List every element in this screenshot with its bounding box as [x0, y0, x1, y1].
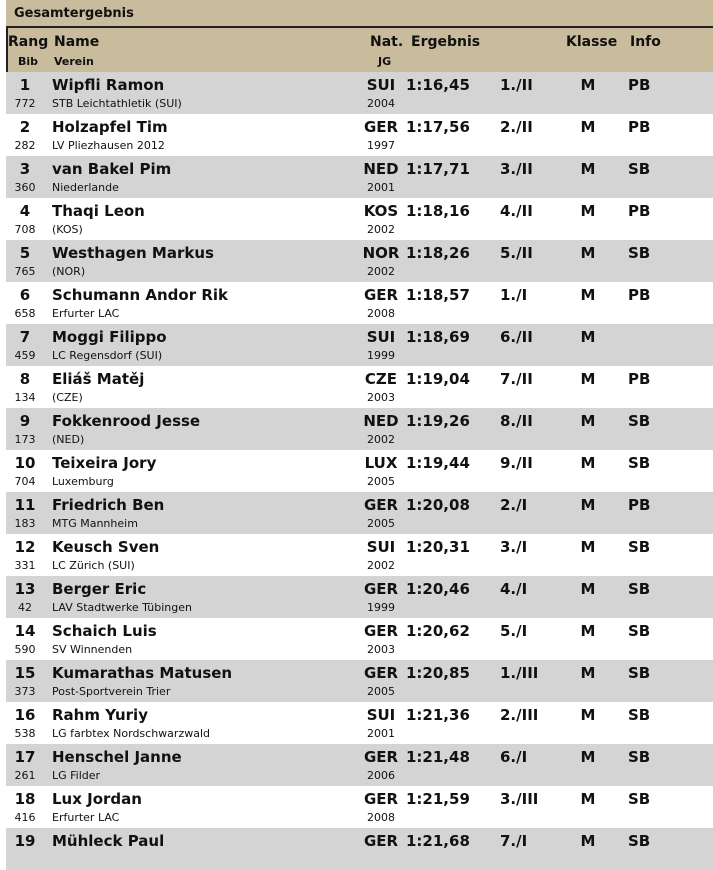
class-cell: M	[580, 790, 596, 808]
club-name: LC Regensdorf (SUI)	[52, 349, 163, 362]
class-cell: M	[580, 118, 596, 136]
birth-year-cell: 2002	[367, 223, 395, 236]
birth-year-cell: 2005	[367, 685, 395, 698]
bib-cell: 765	[14, 265, 36, 278]
rank-cell: 5	[19, 244, 31, 262]
heat-placement: 4./I	[500, 580, 528, 598]
class-cell: M	[580, 328, 596, 346]
bib-cell: 704	[14, 475, 36, 488]
bib-cell: 459	[14, 349, 36, 362]
club-name: LC Zürich (SUI)	[52, 559, 135, 572]
heat-placement: 8./II	[500, 412, 533, 430]
table-row	[6, 786, 713, 828]
bib-cell: 590	[14, 643, 36, 656]
result-time: 1:19,26	[406, 412, 470, 430]
bib-cell: 183	[14, 517, 36, 530]
athlete-name: Westhagen Markus	[52, 244, 214, 262]
table-row	[6, 366, 713, 408]
table-row	[6, 114, 713, 156]
birth-year-cell: 2003	[367, 643, 395, 656]
heat-placement: 6./II	[500, 328, 533, 346]
nationality-cell: SUI	[366, 538, 396, 556]
class-cell: M	[580, 748, 596, 766]
class-cell: M	[580, 538, 596, 556]
heat-placement: 6./I	[500, 748, 528, 766]
rank-cell: 3	[19, 160, 31, 178]
table-row	[6, 744, 713, 786]
nationality-cell: GER	[363, 580, 399, 598]
rank-cell: 11	[14, 496, 36, 514]
column-header-name: Name	[54, 34, 100, 50]
column-header-rang: Rang	[8, 34, 49, 50]
column-header-info: Info	[630, 34, 661, 50]
result-time: 1:18,69	[406, 328, 470, 346]
result-time: 1:16,45	[406, 76, 470, 94]
heat-placement: 5./I	[500, 622, 528, 640]
rank-cell: 13	[14, 580, 36, 598]
class-cell: M	[580, 412, 596, 430]
athlete-name: Fokkenrood Jesse	[52, 412, 201, 430]
athlete-name: Mühleck Paul	[52, 832, 165, 850]
athlete-name: Friedrich Ben	[52, 496, 165, 514]
birth-year-cell: 2003	[367, 391, 395, 404]
bib-cell: 360	[14, 181, 36, 194]
heat-placement: 1./I	[500, 286, 528, 304]
table-header	[6, 28, 713, 72]
table-row	[6, 618, 713, 660]
table-row	[6, 660, 713, 702]
club-name: Luxemburg	[52, 475, 114, 488]
column-header-nat: Nat.	[370, 34, 404, 50]
rank-cell: 10	[14, 454, 36, 472]
heat-placement: 2./I	[500, 496, 528, 514]
club-name: Niederlande	[52, 181, 119, 194]
athlete-name: Schaich Luis	[52, 622, 157, 640]
results-table-body	[6, 72, 713, 870]
club-name: LAV Stadtwerke Tübingen	[52, 601, 192, 614]
result-time: 1:17,56	[406, 118, 470, 136]
bib-cell: 261	[14, 769, 36, 782]
info-badge: SB	[628, 412, 651, 430]
info-badge: SB	[628, 538, 651, 556]
club-name: SV Winnenden	[52, 643, 133, 656]
table-row	[6, 576, 713, 618]
birth-year-cell: 2002	[367, 433, 395, 446]
table-row	[6, 702, 713, 744]
heat-placement: 3./I	[500, 538, 528, 556]
nationality-cell: NED	[363, 412, 399, 430]
birth-year-cell: 1999	[367, 601, 395, 614]
result-time: 1:20,46	[406, 580, 470, 598]
birth-year-cell: 2008	[367, 811, 395, 824]
nationality-cell: GER	[363, 286, 399, 304]
result-time: 1:18,57	[406, 286, 470, 304]
table-row	[6, 534, 713, 576]
result-time: 1:19,44	[406, 454, 470, 472]
club-name: LG Filder	[52, 769, 101, 782]
nationality-cell: GER	[363, 622, 399, 640]
club-name: Erfurter LAC	[52, 307, 120, 320]
athlete-name: Keusch Sven	[52, 538, 160, 556]
column-header-verein: Verein	[54, 55, 94, 68]
table-row	[6, 408, 713, 450]
table-row	[6, 198, 713, 240]
club-name: LV Pliezhausen 2012	[52, 139, 165, 152]
rank-cell: 16	[14, 706, 36, 724]
info-badge: PB	[628, 202, 651, 220]
heat-placement: 7./I	[500, 832, 528, 850]
heat-placement: 1./II	[500, 76, 533, 94]
nationality-cell: GER	[363, 832, 399, 850]
nationality-cell: KOS	[363, 202, 399, 220]
info-badge: PB	[628, 286, 651, 304]
bib-cell: 331	[14, 559, 36, 572]
class-cell: M	[580, 580, 596, 598]
birth-year-cell: 2001	[367, 727, 395, 740]
bib-cell: 173	[14, 433, 36, 446]
heat-placement: 3./II	[500, 160, 533, 178]
bib-cell: 373	[14, 685, 36, 698]
result-time: 1:21,68	[406, 832, 470, 850]
result-time: 1:21,36	[406, 706, 470, 724]
info-badge: SB	[628, 748, 651, 766]
heat-placement: 9./II	[500, 454, 533, 472]
nationality-cell: NOR	[362, 244, 400, 262]
class-cell: M	[580, 202, 596, 220]
info-badge: SB	[628, 790, 651, 808]
result-time: 1:21,48	[406, 748, 470, 766]
info-badge: PB	[628, 370, 651, 388]
info-badge: SB	[628, 706, 651, 724]
nationality-cell: NED	[363, 160, 399, 178]
rank-cell: 17	[14, 748, 36, 766]
bib-cell: 538	[14, 727, 36, 740]
nationality-cell: GER	[363, 748, 399, 766]
heat-placement: 3./III	[500, 790, 539, 808]
athlete-name: Moggi Filippo	[52, 328, 167, 346]
bib-cell: 282	[14, 139, 36, 152]
club-name: (KOS)	[52, 223, 83, 236]
section-title-bar	[6, 0, 713, 28]
club-name: Post-Sportverein Trier	[52, 685, 171, 698]
rank-cell: 6	[19, 286, 31, 304]
heat-placement: 1./III	[500, 664, 539, 682]
class-cell: M	[580, 496, 596, 514]
nationality-cell: LUX	[364, 454, 398, 472]
bib-cell: 772	[14, 97, 36, 110]
heat-placement: 5./II	[500, 244, 533, 262]
birth-year-cell: 2005	[367, 517, 395, 530]
result-time: 1:20,31	[406, 538, 470, 556]
class-cell: M	[580, 370, 596, 388]
table-row	[6, 156, 713, 198]
athlete-name: Eliáš Matěj	[52, 370, 145, 388]
table-row	[6, 324, 713, 366]
class-cell: M	[580, 244, 596, 262]
club-name: (CZE)	[52, 391, 83, 404]
rank-cell: 2	[19, 118, 31, 136]
info-badge: SB	[628, 832, 651, 850]
nationality-cell: CZE	[364, 370, 398, 388]
rank-cell: 4	[19, 202, 31, 220]
rank-cell: 7	[19, 328, 31, 346]
heat-placement: 7./II	[500, 370, 533, 388]
nationality-cell: GER	[363, 664, 399, 682]
heat-placement: 4./II	[500, 202, 533, 220]
birth-year-cell: 2006	[367, 769, 395, 782]
nationality-cell: SUI	[366, 328, 396, 346]
result-time: 1:20,62	[406, 622, 470, 640]
class-cell: M	[580, 832, 596, 850]
rank-cell: 14	[14, 622, 36, 640]
rank-cell: 8	[19, 370, 31, 388]
nationality-cell: SUI	[366, 706, 396, 724]
table-row	[6, 492, 713, 534]
class-cell: M	[580, 622, 596, 640]
column-header-ergebnis: Ergebnis	[411, 34, 481, 50]
result-time: 1:21,59	[406, 790, 470, 808]
table-row	[6, 450, 713, 492]
info-badge: SB	[628, 160, 651, 178]
result-time: 1:20,08	[406, 496, 470, 514]
bib-cell: 134	[14, 391, 36, 404]
heat-placement: 2./II	[500, 118, 533, 136]
athlete-name: Lux Jordan	[52, 790, 142, 808]
column-header-jg: JG	[378, 55, 392, 68]
bib-cell: 658	[14, 307, 36, 320]
nationality-cell: SUI	[366, 76, 396, 94]
athlete-name: van Bakel Pim	[52, 160, 172, 178]
rank-cell: 1	[19, 76, 31, 94]
class-cell: M	[580, 76, 596, 94]
table-row	[6, 240, 713, 282]
bib-cell: 708	[14, 223, 36, 236]
rank-cell: 18	[14, 790, 36, 808]
info-badge: SB	[628, 664, 651, 682]
page-title: Gesamtergebnis	[14, 6, 134, 21]
info-badge: PB	[628, 496, 651, 514]
athlete-name: Kumarathas Matusen	[52, 664, 233, 682]
table-row	[6, 282, 713, 324]
club-name: MTG Mannheim	[52, 517, 138, 530]
nationality-cell: GER	[363, 118, 399, 136]
info-badge: SB	[628, 244, 651, 262]
table-row	[6, 72, 713, 114]
birth-year-cell: 1999	[367, 349, 395, 362]
birth-year-cell: 2004	[367, 97, 395, 110]
column-header-klasse: Klasse	[566, 34, 618, 50]
result-time: 1:19,04	[406, 370, 470, 388]
athlete-name: Schumann Andor Rik	[52, 286, 229, 304]
column-header-bib: Bib	[18, 55, 39, 68]
nationality-cell: GER	[363, 790, 399, 808]
athlete-name: Berger Eric	[52, 580, 147, 598]
info-badge: SB	[628, 580, 651, 598]
rank-cell: 12	[14, 538, 36, 556]
athlete-name: Holzapfel Tim	[52, 118, 168, 136]
info-badge: SB	[628, 622, 651, 640]
birth-year-cell: 1997	[367, 139, 395, 152]
athlete-name: Rahm Yuriy	[52, 706, 148, 724]
club-name: LG farbtex Nordschwarzwald	[52, 727, 210, 740]
club-name: STB Leichtathletik (SUI)	[52, 97, 182, 110]
info-badge: PB	[628, 76, 651, 94]
club-name: (NOR)	[52, 265, 86, 278]
athlete-name: Teixeira Jory	[52, 454, 157, 472]
rank-cell: 15	[14, 664, 36, 682]
result-time: 1:17,71	[406, 160, 470, 178]
birth-year-cell: 2002	[367, 265, 395, 278]
bib-cell: 42	[18, 601, 32, 614]
result-time: 1:18,26	[406, 244, 470, 262]
birth-year-cell: 2001	[367, 181, 395, 194]
athlete-name: Henschel Janne	[52, 748, 182, 766]
class-cell: M	[580, 286, 596, 304]
class-cell: M	[580, 160, 596, 178]
heat-placement: 2./III	[500, 706, 539, 724]
athlete-name: Wipfli Ramon	[52, 76, 165, 94]
birth-year-cell: 2008	[367, 307, 395, 320]
rank-cell: 19	[14, 832, 36, 850]
rank-cell: 9	[19, 412, 31, 430]
class-cell: M	[580, 664, 596, 682]
class-cell: M	[580, 454, 596, 472]
result-time: 1:18,16	[406, 202, 470, 220]
bib-cell: 416	[14, 811, 36, 824]
info-badge: SB	[628, 454, 651, 472]
club-name: (NED)	[52, 433, 85, 446]
info-badge: PB	[628, 118, 651, 136]
nationality-cell: GER	[363, 496, 399, 514]
club-name: Erfurter LAC	[52, 811, 120, 824]
class-cell: M	[580, 706, 596, 724]
athlete-name: Thaqi Leon	[52, 202, 145, 220]
table-row	[6, 828, 713, 870]
result-time: 1:20,85	[406, 664, 470, 682]
birth-year-cell: 2005	[367, 475, 395, 488]
birth-year-cell: 2002	[367, 559, 395, 572]
